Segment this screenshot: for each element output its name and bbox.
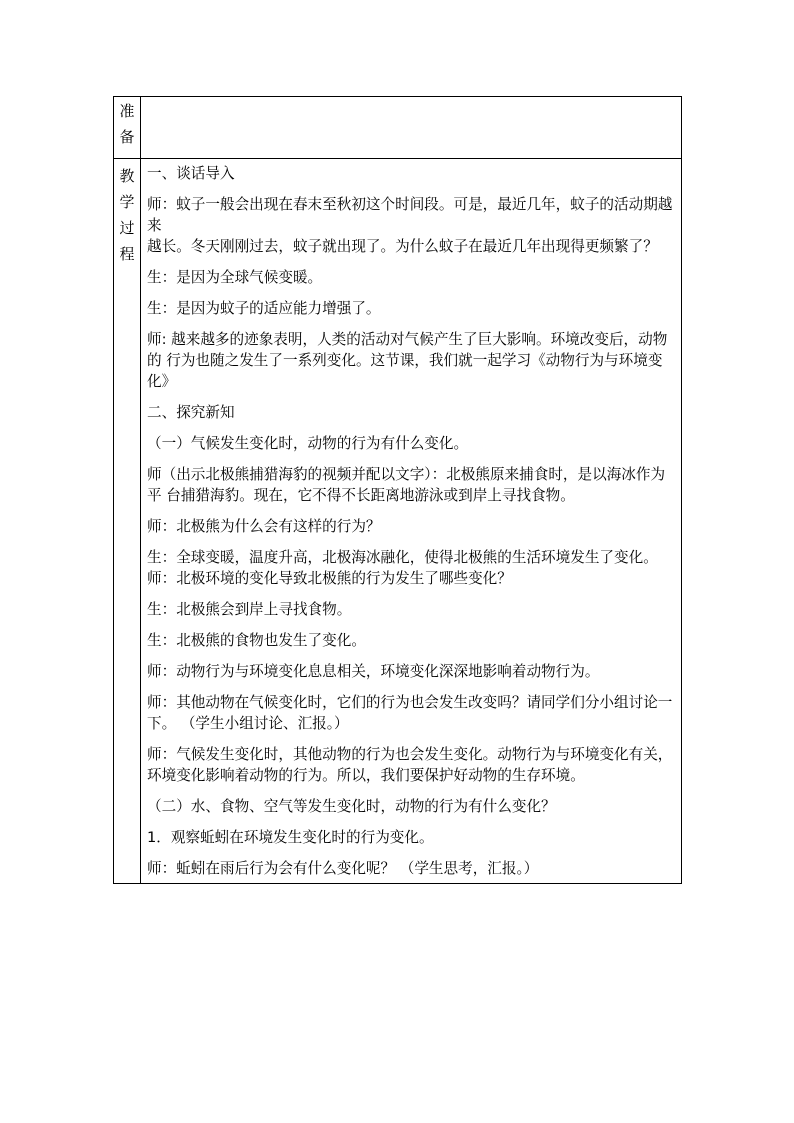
- paragraph: 师：北极熊为什么会有这样的行为？: [147, 518, 381, 535]
- paragraph: 师：蚯蚓在雨后行为会有什么变化呢？ （学生思考，汇报。）: [147, 860, 539, 877]
- process-label-char: 程: [119, 245, 135, 263]
- paragraph: 生：北极熊的食物也发生了变化。: [147, 632, 366, 649]
- process-label-char: 过: [119, 219, 135, 237]
- subsection-heading: （一）气候发生变化时，动物的行为有什么变化。: [147, 435, 469, 452]
- process-content-cell: [141, 159, 682, 884]
- process-label-cell: [114, 159, 141, 884]
- paragraph: 师：气候发生变化时，其他动物的行为也会发生变化。动物行为与环境变化有关，环境变化影响着动物的行为。所以，我们要保护好动物的生存环境。: [147, 746, 673, 784]
- paragraph: 生：北极熊会到岸上寻找食物。: [147, 601, 352, 618]
- lesson-table: [113, 96, 682, 884]
- process-row: [114, 159, 682, 884]
- paragraph: 师：动物行为与环境变化息息相关，环境变化深深地影响着动物行为。: [147, 663, 600, 680]
- subsection-heading: （二）水、食物、空气等发生变化时，动物的行为有什么变化？: [147, 798, 556, 815]
- paragraph: 越长。冬天刚刚过去，蚊子就出现了。为什么蚊子在最近几年出现得更频繁了？: [147, 238, 658, 255]
- paragraph: 师（出示北极熊捕猎海豹的视频并配以文字）：北极熊原来捕食时，是以海冰作为平 台捕猎海豹。现在，它不得不长距离地游泳或到岸上寻找食物。: [147, 466, 666, 504]
- process-label-char: 教: [119, 167, 135, 185]
- prep-label-char: 备: [119, 128, 135, 146]
- section-heading: 二、探究新知: [147, 404, 235, 421]
- lesson-plan-sheet: [113, 96, 681, 884]
- prep-row: [114, 97, 682, 159]
- prep-label-char: 准: [119, 102, 135, 120]
- paragraph: 生：全球变暖，温度升高，北极海冰融化，使得北极熊的生活环境发生了变化。 师：北极环境的变化导致北极熊的行为发生了哪些变化？: [147, 549, 658, 587]
- paragraph: 师：其他动物在气候变化时，它们的行为也会发生改变吗？请同学们分小组讨论一下。 （学生小组讨论、汇报。）: [147, 694, 673, 732]
- paragraph: 师: 越来越多的迹象表明，人类的活动对气候产生了巨大影响。环境改变后，动物的 行为也随之发生了一系列变化。这节课，我们就一起学习《动物行为与环境变化》: [147, 331, 668, 390]
- lesson-text: [141, 159, 681, 883]
- paragraph: 1．观察蚯蚓在环境发生变化时的行为变化。: [147, 829, 434, 846]
- section-heading: 一、谈话导入: [147, 165, 235, 182]
- process-label-char: 学: [119, 193, 135, 211]
- paragraph: 生：是因为全球气候变暖。: [147, 269, 323, 286]
- prep-label-cell: [114, 97, 141, 159]
- paragraph: 师：蚊子一般会出现在春末至秋初这个时间段。可是，最近几年，蚊子的活动期越来: [147, 196, 673, 234]
- prep-content-cell: [141, 97, 682, 159]
- paragraph: 生：是因为蚊子的适应能力增强了。: [147, 300, 381, 317]
